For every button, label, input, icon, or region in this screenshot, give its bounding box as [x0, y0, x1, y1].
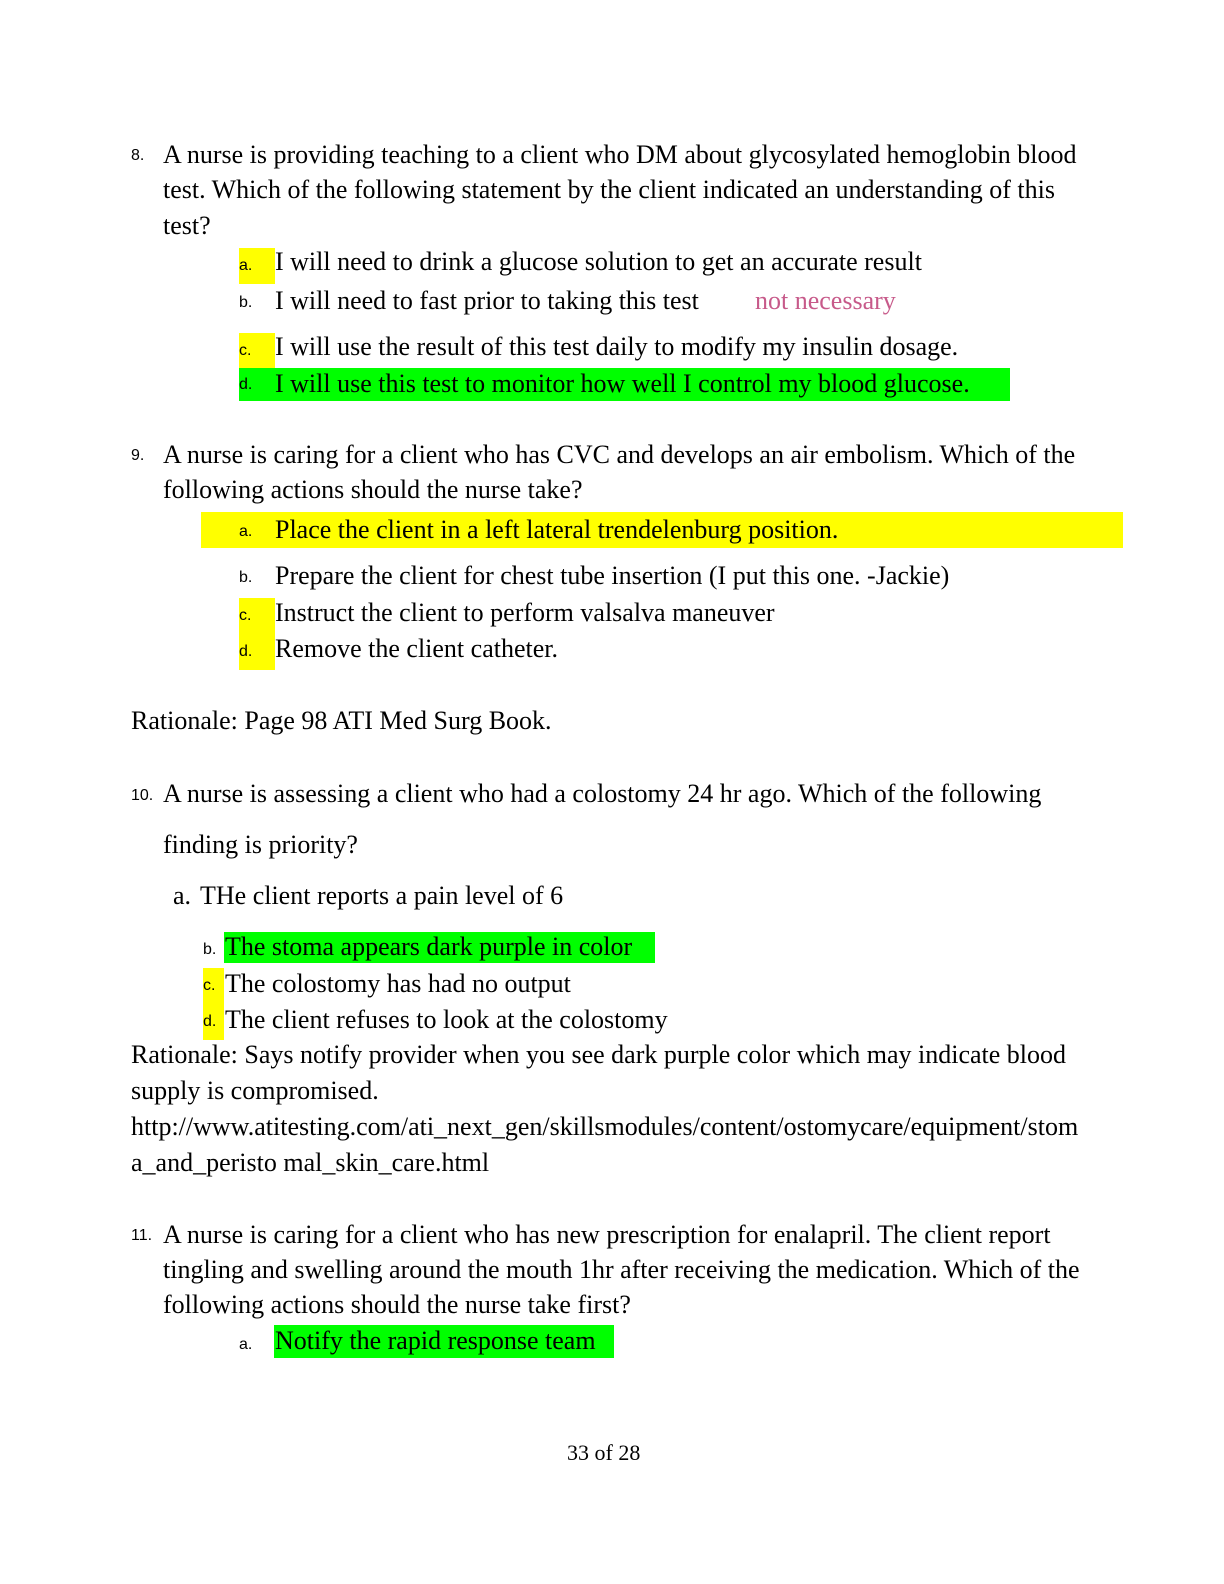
option-text: The stoma appears dark purple in color: [225, 932, 633, 961]
rationale-url-line: http://www.atitesting.com/ati_next_gen/skillsmodules/content/ostomycare/equipment/stom: [131, 1112, 1079, 1141]
question-stem-line: A nurse is providing teaching to a client who DM about glycosylated hemoglobin blood: [163, 140, 1077, 169]
question-number: 9.: [131, 447, 145, 464]
option-text: I will need to drink a glucose solution to get an accurate result: [275, 247, 922, 276]
option-text: I will use this test to monitor how well I control my blood glucose.: [275, 369, 970, 398]
question-stem-line: finding is priority?: [163, 830, 358, 859]
option-letter: d.: [239, 376, 253, 393]
option-text: THe client reports a pain level of 6: [200, 881, 564, 910]
option-text: Notify the rapid response team: [275, 1326, 596, 1355]
question-stem-line: A nurse is caring for a client who has CVC and develops an air embolism. Which of the: [163, 440, 1076, 469]
option-note: not necessary: [755, 286, 896, 315]
rationale-line: Rationale: Says notify provider when you see dark purple color which may indicate blood: [131, 1040, 1067, 1069]
option-text: The client refuses to look at the colostomy: [225, 1005, 668, 1034]
option-text: Instruct the client to perform valsalva maneuver: [275, 598, 775, 627]
option-letter: c.: [203, 968, 224, 1004]
option-letter: b.: [239, 294, 253, 311]
option-text: Place the client in a left lateral trendelenburg position.: [275, 515, 839, 544]
question-stem-line: A nurse is assessing a client who had a colostomy 24 hr ago. Which of the following: [163, 779, 1042, 808]
option-text: I will use the result of this test daily to modify my insulin dosage.: [275, 332, 959, 361]
option-letter: a.: [239, 1336, 253, 1353]
page-number: 33 of 28: [567, 1440, 641, 1465]
option-letter: c.: [239, 333, 275, 369]
question-number: 8.: [131, 147, 145, 164]
question-stem-line: following actions should the nurse take first?: [163, 1290, 631, 1319]
option-text: Prepare the client for chest tube insertion (I put this one. -Jackie): [275, 561, 950, 590]
rationale: Rationale: Page 98 ATI Med Surg Book.: [131, 706, 552, 735]
option-text: I will need to fast prior to taking this test: [275, 286, 699, 315]
option-letter: a.: [239, 523, 253, 540]
option-letter: b.: [203, 941, 217, 958]
option-letter: a.: [239, 248, 275, 284]
rationale-url-line: a_and_peristo mal_skin_care.html: [131, 1148, 490, 1177]
question-stem-line: following actions should the nurse take?: [163, 475, 583, 504]
option-letter: b.: [239, 569, 253, 586]
option-text: The colostomy has had no output: [225, 969, 571, 998]
question-number: 11.: [131, 1227, 153, 1244]
option-text: Remove the client catheter.: [275, 634, 558, 663]
question-stem-line: test. Which of the following statement by the client indicated an understanding of this: [163, 175, 1055, 204]
option-letter: c.: [239, 598, 275, 634]
option-letter: d.: [203, 1004, 224, 1040]
question-number: 10.: [131, 787, 154, 804]
option-letter: d.: [239, 634, 275, 670]
question-stem-line: A nurse is caring for a client who has new prescription for enalapril. The client report: [163, 1220, 1051, 1249]
question-stem-line: test?: [163, 211, 211, 240]
rationale-line: supply is compromised.: [131, 1076, 379, 1105]
question-stem-line: tingling and swelling around the mouth 1hr after receiving the medication. Which of the: [163, 1255, 1080, 1284]
option-letter: a.: [173, 881, 192, 910]
